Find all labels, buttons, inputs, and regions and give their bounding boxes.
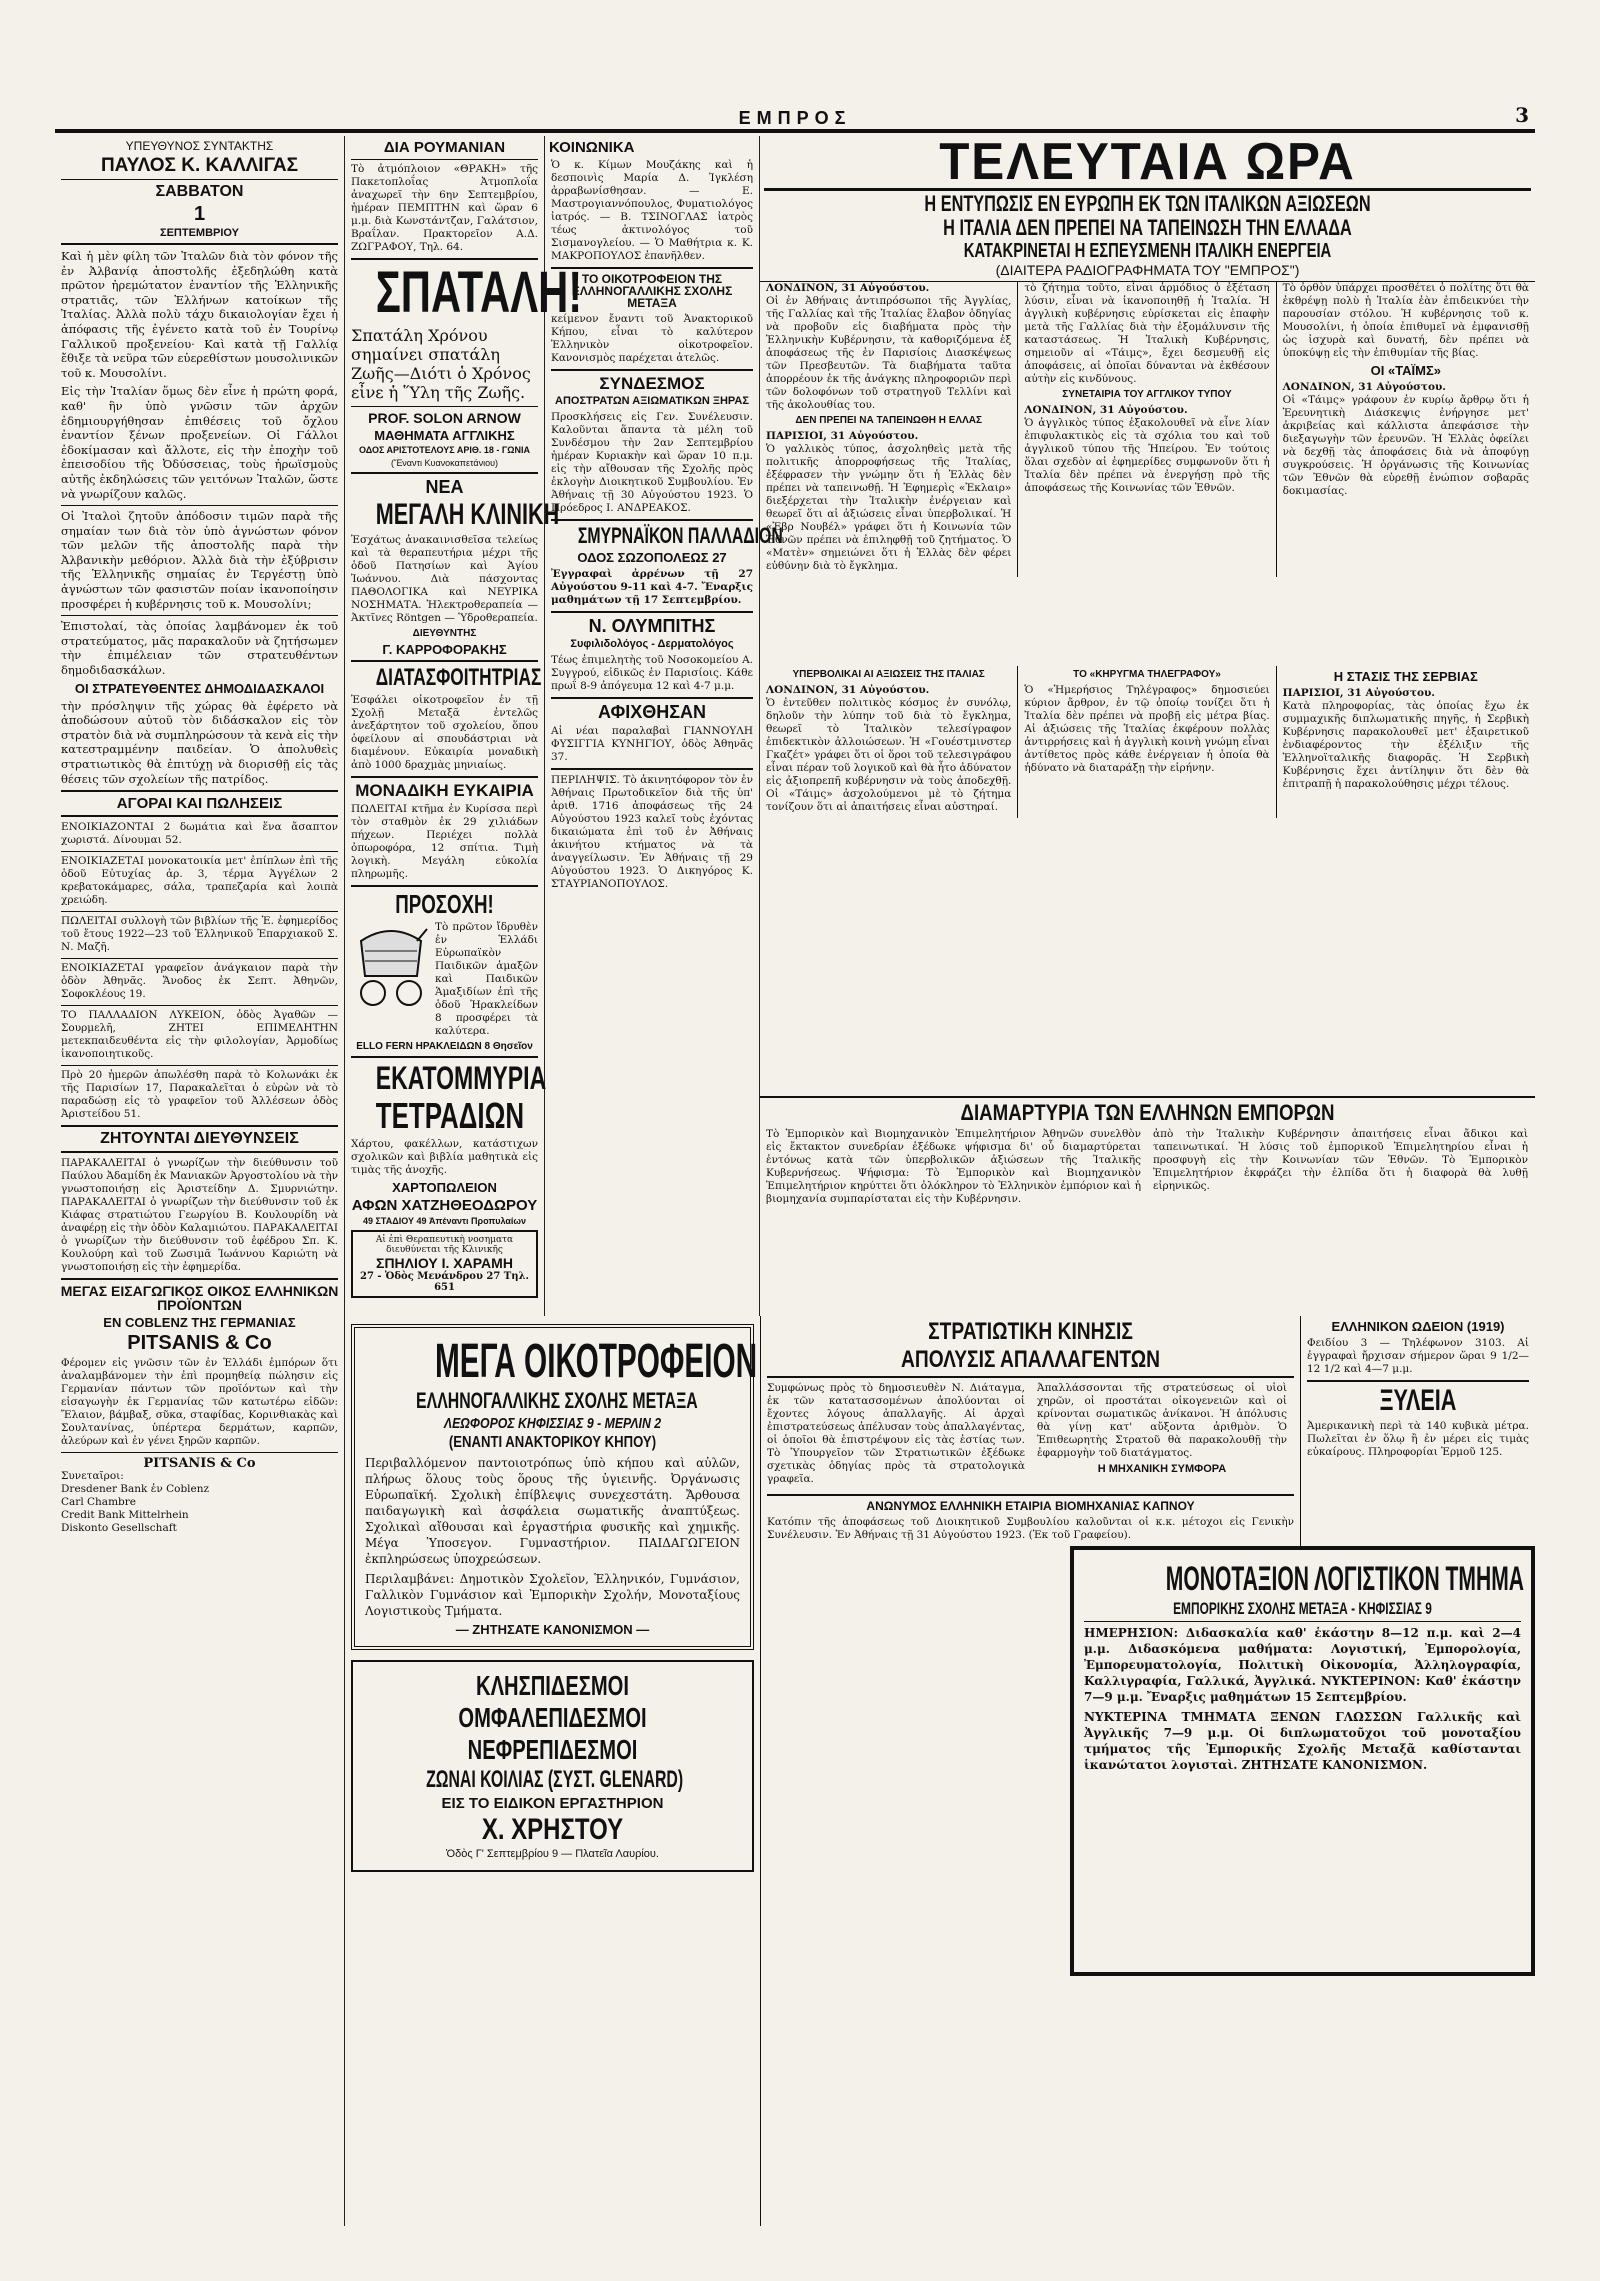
ad-title-text: ΣΜΥΡΝΑΪΚΟΝ ΠΑΛΛΑΔΙΟΝ	[577, 523, 783, 548]
editorial-text: Καὶ ἡ μὲν φίλη τῶν Ἰταλῶν διὰ τὸν φόνον τῆς ἐν Ἀλβανίᾳ ἀποστολῆς ἐξεδηλώθη κατὰ πρῶτον ἠρεμώτατον ἐναντίον τῆς Ἑλληνικῆς στρατιᾶς, τῶν Ἑλλήνων κατοίκων τῆς Ἰταλίας. Ἀλλὰ πολὺ τάχυ δικαιολογίαν ἔχει ἡ ἀπόφασις τῆς ἐγένετο κατὰ τοῦ ἐν Τουρίνῳ Γαλλικοῦ προξενείου· Καὶ κατὰ τῇ Γαλλίᾳ ἔθιξε τὰ νεῦρα τῶν εὐερεθίστων μουσολινικῶν τοῦ κ. Μουσολίνι.	[61, 249, 338, 380]
ad-line-text: ΖΩΝΑΙ ΚΟΙΛΙΑΣ (ΣΥΣΤ. GLENARD)	[426, 1766, 684, 1793]
ad-text: Αἱ νέαι παραλαβαὶ ΓΙΑΝΝΟΥΛΗ ΦΥΣΙΓΓΙΑ ΚΥΝΗΓΙΟΥ, ὁδὸς Ἀθηνᾶς 37.	[551, 725, 753, 763]
issue-month: ΣΕΠΤΕΜΒΡΙΟΥ	[159, 227, 240, 239]
section-heading	[764, 1102, 1531, 1124]
ad-address: 27 - Ὁδὸς Μενάνδρου 27 Τηλ. 651	[359, 1271, 530, 1293]
ad-text: Χάρτου, φακέλλων, κατάστιχων σχολικῶν καὶ βιβλία μαθητικὰ εἰς τιμὰς τῆς ἀνοχῆς.	[351, 1138, 538, 1176]
main-col-c	[1277, 282, 1535, 577]
main-middle	[760, 666, 1535, 1096]
ad-title: Ν. ΟΛΥΜΠΙΤΗΣ	[588, 616, 716, 636]
dateline: ΛΟΝΔΙΝΟΝ, 31 Αὐγούστου.	[1024, 404, 1188, 416]
ad-title-large	[363, 1335, 758, 1388]
section-heading: ΚΟΙΝΩΝΙΚΑ	[549, 139, 635, 156]
ad-text: Τέως ἐπιμελητὴς τοῦ Νοσοκομείου Α. Συγγρού, εἰδικῶς ἐν Παρισίοις. Κάθε πρωΐ 8-9 ἀπόγευμα 12 καὶ 4-7 μ.μ.	[551, 654, 753, 692]
notice-text: ΠΑΡΑΚΑΛΕΙΤΑΙ ὁ γνωρίζων τὴν διεύθυνσιν τοῦ Παύλου Ἀδαμίδη ἐκ Μανιακῶν Ἀργοστολίου νὰ τὴν γνωστοποιήσῃ εἰς Ἀριστείδην Δ. Σμυρνιώτην. ΠΑΡΑΚΑΛΕΙΤΑΙ ὁ γνωρίζων τὴν διεύθυνσιν τοῦ ἐκ Κιάφας στρατιώτου Γεωργίου Β. Κουλουρίδη νὰ ἀναφέρῃ εἰς τὴν ὁδὸν Καλαμιώτου. ΠΑΡΑΚΑΛΕΙΤΑΙ ὁ γνωρίζων τὴν διεύθυνσιν τοῦ ἐφέδρου Σπ. Κ. Κουλούρη καὶ τοῦ Ζωσιμᾶ Ἰωάννου Καριώτη νὰ γνωστοποιήσῃ εἰς τὴν ἐφημερίδα.	[61, 1157, 338, 1274]
ad-line-text: ΝΕΦΡΕΠΙΔΕΣΜΟΙ	[467, 1734, 638, 1765]
ad-title-text: ΜΕΓΑ ΟΙΚΟΤΡΟΦΕΙΟΝ	[435, 1335, 758, 1388]
ad-company: ΑΦΩΝ ΧΑΤΖΗΘΕΟΔΩΡΟΥ	[351, 1197, 538, 1214]
ad-title-large	[1082, 1562, 1523, 1596]
classified-ad: Πρὸ 20 ἡμερῶν ἀπωλέσθη παρὰ τὸ Κολωνάκι ἐκ τῆς Παρισίων 17, Παρακαλεῖται ὁ εὑρὼν νὰ τὸ παραδώσῃ εἰς τὸ γραφεῖον τοῦ Ἀλλέσεων ὁδὸς Ἀριστείδου 51.	[61, 1069, 338, 1121]
ad-line	[361, 1704, 744, 1732]
bottom-ad-block	[345, 1316, 760, 2226]
subheadline	[764, 193, 1531, 215]
classified-ad: ΠΩΛΕΙΤΑΙ συλλογὴ τῶν βιβλίων τῆς Ἑ. ἐφημερίδος τοῦ ἔτους 1922—23 τοῦ Ἑλληνικοῦ Ἐπαρχιακοῦ Σ. Ν. Μαζῆ.	[61, 915, 338, 954]
main-col-a	[760, 282, 1018, 577]
masthead-title: ΕΜΠΡΟΣ	[738, 108, 852, 128]
ad-subtitle	[363, 1390, 742, 1412]
ad-address-text: ΛΕΩΦΟΡΟΣ ΚΗΦΙΣΣΙΑΣ 9 - ΜΕΡΛΙΝ 2	[443, 1415, 662, 1432]
ad-title-large	[349, 1060, 547, 1096]
ad-subtitle: ΑΠΟΣΤΡΑΤΩΝ ΑΞΙΩΜΑΤΙΚΩΝ ΞΗΡΑΣ	[555, 395, 749, 407]
ad-company: ΣΠΗΛΙΟΥ Ι. ΧΑΡΑΜΗ	[376, 1255, 513, 1271]
section-heading: Η ΣΤΑΣΙΣ ΤΗΣ ΣΕΡΒΙΑΣ	[1333, 669, 1478, 684]
article-text: Κατὰ πληροφορίας, τὰς ὁποίας ἔχω ἐκ συμμαχικῆς διπλωματικῆς πηγῆς, ἡ Σερβικὴ Κυβέρνησις παρακολουθεῖ μετ' ἐξαιρετικοῦ ἐνδιαφέροντος τὴν ἐξέλιξιν τῆς Ἑλληνοϊταλικῆς διαφορᾶς. Ἡ Σερβικὴ Κυβέρνησις ἔχει ἀντίληψιν ὅτι δὲν θὰ ἐπιτραπῇ ἡ παρακολούθησις μέχρι τέλους.	[1282, 700, 1529, 790]
ad-title-large	[1305, 1386, 1531, 1416]
ad-title: ΤΟ ΟΙΚΟΤΡΟΦΕΙΟΝ ΤΗΣ ΕΛΛΗΝΟΓΑΛΛΙΚΗΣ ΣΧΟΛΗΣ ΜΕΤΑΞΑ	[571, 272, 733, 310]
ad-title-large	[549, 523, 783, 548]
editorial-text: Ἐπιστολαί, τὰς ὁποίας λαμβάνομεν ἐκ τοῦ στρατεύματος, μᾶς παρακαλοῦν νὰ ζητήσωμεν τὴν ἐπιμέλειαν τῶν στρατευθέντων δημοδιδασκάλων.	[61, 619, 338, 678]
section-heading: ΔΕΝ ΠΡΕΠΕΙ ΝΑ ΤΑΠΕΙΝΩΘΗ Η ΕΛΛΑΣ	[795, 415, 982, 426]
editorial-text: Οἱ Ἰταλοὶ ζητοῦν ἀπόδοσιν τιμῶν παρὰ τῆς σημαίαν των διὰ τὸν ὑπὸ ἀγνώστων φόνον τῶν μελῶν τῆς ἀποστολῆς παρὰ τὴν Ἀλβανικὴν μεθόριον. Ἀλλὰ διὰ τὴν ἐξύβρισιν τῆς Ἑλληνικῆς σημαίας ἐν Τεργέστῃ ὑπὸ ἀγνώστων τῶν φασιστῶν ποίαν ἱκανοποίησιν προσφέρει ἡ κυβέρνησις τοῦ κ. Μουσολίνι;	[61, 509, 338, 611]
ad-text: Ἐσφάλει οἰκοτροφεῖον ἐν τῇ Σχολῇ Μεταξᾶ ἐντελῶς ἀνεξάρτητον τοῦ σχολείου, ὅπου ὀφείλουν αἱ σπουδάστριαι νὰ διαμένουν. Εὐκαιρία μοναδικὴ ἀπὸ 1000 δραχμὰς μηνιαίως.	[351, 694, 538, 771]
classified-ad: ΕΝΟΙΚΙΑΖΟΝΤΑΙ 2 δωμάτια καὶ ἕνα ἄσαπτον χωριστά. Δίνουμαι 52.	[61, 821, 338, 847]
ad-address: ΟΔΟΣ ΣΩΖΟΠΟΛΕΩΣ 27	[577, 550, 727, 565]
boarding-school-ad	[351, 1324, 758, 1650]
ad-title-text: ΜΕΓΑΛΗ ΚΛΙΝΙΚΗ	[375, 498, 560, 531]
masthead	[55, 105, 1535, 133]
ad-subtitle-text: ΕΜΠΟΡΙΚΗΣ ΣΧΟΛΗΣ ΜΕΤΑΞΑ - ΚΗΦΙΣΣΙΑΣ 9	[1173, 1599, 1432, 1618]
ad-footer	[61, 1457, 338, 1535]
article-text: ἀπὸ τὴν Ἰταλικὴν Κυβέρνησιν ἀπαιτήσεις εἶναι ἄδικοι καὶ ταπεινωτικαί. Ἡ λύσις τοῦ ἐμπορικοῦ Ἐπιμελητηρίου εἶναι ἡ προσφυγὴ εἰς τὴν Κοινωνίαν τῶν Ἐθνῶν. Τὸ Ἐμπορικὸν Ἐπιμελητήριον ἐκφράζει τὴν ἐλπίδα ὅτι ἡ διαφορὰ θὰ λυθῇ εἰρηνικῶς.	[1153, 1128, 1528, 1192]
subheadline-text: Η ΕΝΤΥΠΩΣΙΣ ΕΝ ΕΥΡΩΠΗ ΕΚ ΤΩΝ ΙΤΑΛΙΚΩΝ ΑΞΙΩΣΕΩΝ	[924, 191, 1371, 216]
responsible-label: ΥΠΕΥΘΥΝΟΣ ΣΥΝΤΑΚΤΗΣ	[125, 139, 274, 153]
ad-title-large	[349, 260, 583, 325]
editorial-text: Εἰς τὴν Ἰταλίαν ὅμως δὲν εἶνε ἡ πρώτη φορά, καθ' ἣν ὑπὸ γνῶσιν τῶν ἀρχῶν ἐδημιουργήθησαν ἐπιθέσεις τοῦ ὄχλου ἐναντίον ξένων προξενείων. Οἱ Γάλλοι ἐδοκίμασαν καὶ ἄλλοτε, εἰς τὴν ἐποχὴν τοῦ ἐπεισοδίου τῆς Ὀδύσσειας, τοὺς ἠρωϊσμοὺς αὐτῆς ἐκδηλώσεις τῶν γειτόνων Ἰταλῶν, ὥστε νὰ γνωρίζουν καλῶς.	[61, 384, 338, 501]
ad-subtitle: ΜΑΘΗΜΑΤΑ ΑΓΓΛΙΚΗΣ	[374, 428, 515, 443]
article-text: Τὸ ὀρθὸν ὑπάρχει προσθέτει ὁ πολίτης ὅτι θὰ ἐκθρέψῃ πολὺ ἡ Ἰταλία ἐὰν ἐπιδεικνύει τὴν παρουσίαν στόλου. Ἡ κυβέρνησις τοῦ κ. Μουσολίνι, ἡ ὁποία ἐπιθυμεῖ νὰ ἐμφανισθῇ ὡς ἰσχυρὰ καὶ δυνατή, δὲν πρέπει νὰ ὑποκύψῃ εἰς τὴν ἐπιθυμίαν τῆς βίας.	[1282, 282, 1529, 359]
dateline: ΛΟΝΔΙΝΟΝ, 31 Αὐγούστου.	[1282, 381, 1446, 393]
ad-footer-label: Συνεταῖροι:	[61, 1470, 124, 1483]
classified-ad: ΕΝΟΙΚΙΑΖΕΤΑΙ μονοκατοικία μετ' ἐπίπλων ἐπὶ τῆς ὁδοῦ Εὐτυχίας ἀρ. 3, τέρμα Ἀγγέλων 2 κρεβατοκάμαρες, σάλα, τραπεζαρία καὶ λοιπὰ χρειώδη.	[61, 855, 338, 907]
subheadline	[764, 241, 1531, 261]
ad-address: ELLO FERN ΗΡΑΚΛΕΙΔΩΝ 8 Θησεῖον	[356, 1041, 533, 1052]
pram-icon	[351, 921, 431, 1011]
protest-article	[760, 1096, 1535, 1316]
ad-title: ΜΟΝΑΔΙΚΗ ΕΥΚΑΙΡΙΑ	[355, 781, 534, 800]
ad-company-text: Χ. ΧΡΗΣΤΟΥ	[481, 1813, 624, 1846]
section-heading: ΣΥΝΕΤΑΙΡΙΑ ΤΟΥ ΑΓΓΛΙΚΟΥ ΤΥΠΟΥ	[1062, 389, 1232, 400]
editor-name: ΠΑΥΛΟΣ Κ. ΚΑΛΛΙΓΑΣ	[100, 155, 299, 176]
issue-day: ΣΑΒΒΑΤΟΝ	[155, 183, 244, 200]
headline	[764, 133, 1531, 191]
ad-text: Σπατάλη Χρόνου σημαίνει σπατάλη Ζωῆς—Διότι ὁ Χρόνος εἶνε ἡ Ὕλη τῆς Ζωῆς.	[351, 326, 531, 402]
ad-address-text: (ΕΝΑΝΤΙ ΑΝΑΚΤΟΡΙΚΟΥ ΚΗΠΟΥ)	[448, 1434, 657, 1451]
article-text: Οἱ ἐν Ἀθήναις ἀντιπρόσωποι τῆς Ἀγγλίας, τῆς Γαλλίας καὶ τῆς Ἰταλίας ἔλαβον ὁδηγίας νὰ προβοῦν εἰς διαβήματα πρὸς τὴν Ἑλληνικὴν Κυβέρνησιν, τὰ καθοριζόμενα ἐξ ἀποφάσεως τῆς ἐν Παρισίοις Διασκέψεως τῶν Πρεσβευτῶν. Τὰ διαβήματα ταῦτα ἀπορρέουν ἐκ τῆς ἀνάγκης πληροφοριῶν περὶ τῶν δολοφόνων τοῦ στρατηγοῦ Τελλίνι καὶ τῆς ἀκολουθίας του.	[766, 295, 1012, 411]
ad-subtitle	[1082, 1600, 1523, 1617]
main-story	[760, 133, 1535, 666]
ad-address: ΟΔΟΣ ΑΡΙΣΤΟΤΕΛΟΥΣ ΑΡΙΘ. 18 - ΓΩΝΙΑ	[358, 445, 530, 455]
notice-text: Κατόπιν τῆς ἀποφάσεως τοῦ Διοικητικοῦ Συμβουλίου καλοῦνται οἱ κ.κ. μέτοχοι εἰς Γενικὴν Συνέλευσιν. Ἐν Ἀθήναις τῇ 31 Αὐγούστου 1923. (Ἐκ τοῦ Γραφείου).	[767, 1516, 1294, 1541]
bank-name: Credit Bank Mittelrhein	[61, 1509, 189, 1522]
article-text: Συμφώνως πρὸς τὸ δημοσιευθὲν Ν. Διάταγμα, ἐκ τῶν κατατασσομένων ἀπολύονται οἱ ἔχοντες λόγους ἀπαλλαγῆς. Αἱ ἀρχαὶ ἐπιστρατεύσεως ἀπέλυσαν τοὺς ἀπαλλαγέντας, οἱ ὁποῖοι θὰ ἐπιστρέψουν εἰς τὰς ἑστίας των. Τὸ Ὑπουργεῖον τῶν Στρατιωτικῶν ἐξέδωκε σχετικὰς ὁδηγίας πρὸς τὰ στρατολογικὰ γραφεῖα.	[767, 1382, 1025, 1485]
headline-text: ΤΕΛΕΥΤΑΙΑ ΩΡΑ	[939, 133, 1356, 191]
accounting-school-ad	[1070, 1546, 1535, 1976]
subheadline-text: Η ΙΤΑΛΙΑ ΔΕΝ ΠΡΕΠΕΙ ΝΑ ΤΑΠΕΙΝΩΣΗ ΤΗΝ ΕΛΛΑΔΑ	[943, 215, 1352, 240]
ad-subtitle: ΧΑΡΤΟΠΩΛΕΙΟΝ	[392, 1180, 497, 1195]
subheadline-text: ΚΑΤΑΚΡΙΝΕΤΑΙ Η ΕΣΠΕΥΣΜΕΝΗ ΙΤΑΛΙΚΗ ΕΝΕΡΓΕΙΑ	[963, 240, 1332, 262]
social-text: Ὁ κ. Κίμων Μουζάκης καὶ ἡ δεσποινὶς Μαρία Δ. Ἰγκλέση ἀρραβωνίσθησαν. — Ε. Μαστρογιαννόπουλος, Φυματιολόγος ἰατρός. — Β. ΤΣΙΝΟΓΛΑΣ ἰατρὸς τέως ἀκτινολόγος τοῦ Σισμανογλείου. — Ὁ Μαθήτρια κ. Κ. ΜΑΚΡΟΠΟΥΛΟΣ ἐπανῆλθεν.	[551, 159, 753, 262]
ad-director-label: ΔΙΕΥΘΥΝΤΗΣ	[412, 628, 477, 639]
column-1	[55, 136, 345, 2226]
article-text: Ὁ ἐντεῦθεν πολιτικὸς κόσμος ἐν συνόλῳ, δηλοῦν τὴν λύπην τοῦ διὰ τὸ ἔγκλημα, θεωρεῖ τὸ Ἰταλικὸν τελεσίγραφον ἐπιδεκτικὸν ἀλλοιώσεων. Ἡ «Γουέστμινστερ Γκαζέτ» γράφει ὅτι οἱ ὅροι τοῦ τελεσιγράφου εἶναι πέραν τοῦ λογικοῦ καὶ θὰ ἦτο ἀδύνατον εἰς ἀξιοπρεπῆ κυβέρνησιν νὰ τοὺς ἀποδεχθῇ. Οἱ «Τάιμς» ἀσχολούμενοι μὲ τὸ ζήτημα τονίζουν ὅτι αἱ ἀπαιτήσεις εἶναι αὐστηραί.	[766, 697, 1012, 813]
ad-text: Περιβαλλόμενον παντοιοτρόπως ὑπὸ κήπου καὶ αὐλῶν, πλήρως ὅλους τοὺς ὅρους τῆς ὑγιεινῆς. Ὀργάνωσις Εὐρωπαϊκή. Σχολικὴ ἐπίβλεψις συνεχεστάτη. Ἄρθουσα παιδαγωγικὴ καὶ ἀσφάλεια σωματικῆς ἀναπτύξεως. Σχολικαὶ αἴθουσαι καὶ ἐργαστήρια φυσικῆς καὶ χημικῆς. Μέγα Ὑποσεγον. Γυμναστήριον. ΠΑΙΔΑΓΩΓΕΙΟΝ ἐκπληρώσεως ὑποχρεώσεων.	[365, 1456, 740, 1566]
section-subheading	[765, 1348, 1296, 1372]
ad-text: Περιλαμβάνει: Δημοτικὸν Σχολεῖον, Ἑλληνικόν, Γυμνάσιον, Γαλλικὸν Γυμνάσιον καὶ Ἐμπορικὴν Σχολήν, Μονοταξίους Λογιστικοὺς Τμήματα.	[365, 1572, 740, 1618]
ad-address	[363, 1416, 742, 1431]
ad-text: Φειδίου 3 — Τηλέφωνον 3103. Αἱ ἐγγραφαὶ ἤρχισαν σήμερον ὥραι 9 1/2—12 1/2 καὶ 4—7 μ.μ.	[1307, 1337, 1529, 1375]
article-text: Ἀπαλλάσσονται τῆς στρατεύσεως οἱ υἱοὶ χηρῶν, οἱ προστάται οἰκογενειῶν καὶ οἱ κρίνονται σωματικῶς ἀνίκανοι. Ἡ ἀπόλυσις θὰ γίνῃ κατ' αὔξοντα ἀριθμὸν. Ὁ Ἐπιθεωρητὴς Στρατοῦ θὰ παρακολουθῇ τὴν ἐφαρμογὴν τοῦ διατάγματος.	[1037, 1382, 1287, 1459]
ad-company: PITSANIS & Co	[127, 1332, 272, 1355]
ad-text: ΠΩΛΕΙΤΑΙ κτῆμα ἐν Κυρίσσα περὶ τὸν σταθμὸν ἐκ 29 χιλιάδων πήχεων. Περιέχει πολλὰ ὀπωροφόρα, 12 σπίτια. Τιμὴ λογικὴ. Μεγάλη εὐκολία πληρωμῆς.	[351, 803, 538, 880]
section-heading: ΤΟ «ΚΗΡΥΓΜΑ ΤΗΛΕΓΡΑΦΟΥ»	[1073, 669, 1221, 680]
ad-title: ΔΙΑ ΡΟΥΜΑΝΙΑΝ	[383, 139, 506, 156]
dateline: ΠΑΡΙΣΙΟΙ, 31 Αὐγούστου.	[766, 430, 919, 442]
ad-text: Ἐγγραφαὶ ἀρρένων τῇ 27 Αὐγούστου 9-11 καὶ 4-7. Ἔναρξις μαθημάτων τῇ 17 Σεπτεμβρίου.	[551, 568, 753, 606]
ad-line-text: ΟΜΦΑΛΕΠΙΔΕΣΜΟΙ	[458, 1702, 647, 1733]
section-subheading-text: ΑΠΟΛΥΣΙΣ ΑΠΑΛΛΑΓΕΝΤΩΝ	[901, 1346, 1160, 1373]
section-heading: ΟΙ ΣΤΡΑΤΕΥΘΕΝΤΕΣ ΔΗΜΟΔΙΔΑΣΚΑΛΟΙ	[74, 680, 325, 696]
ad-text: Φέρομεν εἰς γνῶσιν τῶν ἐν Ἑλλάδι ἐμπόρων ὅτι ἀναλαμβάνομεν τὴν ἐπὶ προμηθείᾳ πώλησιν εἰς Γερμανίαν πάντων τῶν προϊόντων καὶ τὴν εἰσαγωγὴν ἐκ Γερμανίας τῶν κατωτέρω εἰδῶν: Ἔλαιον, βάμβαξ, σῦκα, σταφίδας, Κορινθιακὰς καὶ Σουλτανίνας, ὑπέρτερα δερμάτων, καρπῶν, ἀλεύρων καὶ ἐν γένει ξηρῶν καρπῶν.	[61, 1357, 338, 1448]
subheadline-note: (ΔΙΑΙΤΕΡΑ ΡΑΔΙΟΓΡΑΦΗΜΑΤΑ ΤΟΥ "ΕΜΠΡΟΣ")	[995, 262, 1300, 278]
ad-cta: — ΖΗΤΗΣΑΤΕ ΚΑΝΟΝΙΣΜΟΝ —	[455, 1622, 650, 1637]
main-col-b	[1018, 282, 1276, 577]
ad-subtitle: Συφιλιδολόγος - Δερματολόγος	[570, 638, 734, 650]
ad-company	[361, 1815, 744, 1845]
bottom-right-ads	[1300, 1316, 1535, 1546]
ad-title: ΝΕΑ	[425, 477, 464, 497]
ad-title-text: ΜΟΝΟΤΑΞΙΟΝ ΛΟΓΙΣΤΙΚΟΝ ΤΜΗΜΑ	[1165, 1560, 1525, 1598]
page-number: 3	[1515, 103, 1529, 127]
ad-subtitle-text: ΕΛΛΗΝΟΓΑΛΛΙΚΗΣ ΣΧΟΛΗΣ ΜΕΤΑΞΑ	[416, 1388, 698, 1413]
bandage-ad	[351, 1660, 754, 1872]
section-heading: ΥΠΕΡΒΟΛΙΚΑΙ ΑΙ ΑΞΙΩΣΕΙΣ ΤΗΣ ΙΤΑΛΙΑΣ	[792, 669, 985, 680]
ad-title-text: ΕΚΑΤΟΜΜΥΡΙΑ	[375, 1060, 547, 1096]
ad-title: ΕΛΛΗΝΙΚΟΝ ΩΔΕΙΟΝ (1919)	[1331, 1319, 1505, 1334]
ad-line-text: ΚΛΗΣΠΙΔΕΣΜΟΙ	[476, 1670, 629, 1701]
ad-title: ΑΦΙΧΘΗΣΑΝ	[597, 702, 707, 722]
ad-title-text: ΔΙΑΤΑΣΦΟΙΤΗΤΡΙΑΣ	[375, 664, 542, 691]
main-col-a2	[760, 666, 1018, 818]
ad-director: Γ. ΚΑΡΡΟΦΟΡΑΚΗΣ	[382, 642, 507, 657]
ad-title: ΣΥΝΔΕΣΜΟΣ	[599, 374, 705, 393]
military-columns	[761, 1382, 1300, 1490]
legal-notice: ΠΕΡΙΛΗΨΙΣ. Τὸ ἀκινητόφορον τὸν ἐν Ἀθήναις Πρωτοδικεῖον διὰ τῆς ὑπ' ἀριθ. 1716 ἀποφάσεως τῆς 24 Αὐγούστου 1923 καλεῖ τοὺς ἐχόντας δικαιώματα ἐπὶ τοῦ ἐν Ἀθήναις ἀκινήτου κτήματος νὰ τὰ ἀναγγείλωσιν. Ἐν Ἀθήναις τῇ 29 Αὐγούστου 1923. Ὁ Δικηγόρος Κ. ΣΤΑΥΡΙΑΝΟΠΟΥΛΟΣ.	[551, 774, 753, 890]
ad-text: Τὸ πρῶτον ἴδρυθὲν ἐν Ἑλλάδι Εὐρωπαϊκὸν Παιδικῶν ἁμαξῶν καὶ Παιδικῶν Ἁμαξιδίων ἐπὶ τῆς ὁδοῦ Ἡρακλείδων 8 προσφέρει τὰ καλύτερα.	[435, 921, 538, 1037]
ad-text: κείμενον ἔναντι τοῦ Ἀνακτορικοῦ Κήπου, εἶναι τὸ καλύτερον Ἑλληνικὸν οἰκοτροφεῖον. Κανονισμὸς παρέχεται ἀτελῶς.	[551, 313, 753, 364]
bank-name: Diskonto Gesellschaft	[61, 1522, 177, 1535]
section-heading-text: ΣΤΡΑΤΙΩΤΙΚΗ ΚΙΝΗΣΙΣ	[928, 1318, 1133, 1345]
ad-title-text: ΤΕΤΡΑΔΙΩΝ	[375, 1095, 525, 1136]
ad-address	[363, 1435, 742, 1451]
column-2	[345, 136, 583, 1316]
section-heading-text: ΔΙΑΜΑΡΤΥΡΙΑ ΤΩΝ ΕΛΛΗΝΩΝ ΕΜΠΟΡΩΝ	[960, 1100, 1335, 1125]
protest-columns	[760, 1128, 1535, 1210]
ad-address: Ὁδὸς Γ' Σεπτεμβρίου 9 — Πλατεῖα Λαυρίου.	[446, 1848, 659, 1860]
section-heading: Η ΜΗΧΑΝΙΚΗ ΣΥΜΦΟΡΑ	[1097, 1463, 1227, 1475]
ad-title-text: ΞΥΛΕΙΑ	[1379, 1384, 1457, 1417]
pram-ad	[351, 921, 538, 1038]
ad-title: ΑΝΩΝΥΜΟΣ ΕΛΛΗΝΙΚΗ ΕΤΑΙΡΙΑ ΒΙΟΜΗΧΑΝΙΑΣ ΚΑΠΝΟΥ	[866, 1499, 1195, 1513]
subheadline	[764, 217, 1531, 239]
article-text: Ὁ «Ἡμερήσιος Τηλέγραφος» δημοσιεύει κύριον ἄρθρον, ἐν τῷ ὁποίῳ τονίζει ὅτι ἡ Ἰταλία δὲν πρέπει νὰ προβῇ εἰς μέτρα βίας. Αἱ ἀξιώσεις τῆς Ἰταλίας ἐκφέρουν πολλὰς ἀντιρρήσεις καὶ ἡ ἀγγλικὴ κοινὴ γνώμη εἶναι ἀντίθετος πρὸς κάθε ἐνέργειαν ἡ ὁποία θὰ ἠδύνατο νὰ διαταράξῃ τὴν εἰρήνην.	[1024, 684, 1270, 774]
main-columns	[760, 281, 1535, 577]
ad-text: Ἀμερικανικὴ περὶ τὰ 140 κυβικὰ μέτρα. Πωλεῖται ἐν ὅλῳ ἢ ἐν μέρει εἰς τιμὰς εὐκαίρους. Πληροφορίαι Ἑρμοῦ 125.	[1307, 1420, 1529, 1458]
ad-text: Τὸ ἀτμόπλοιον «ΘΡΑΚΗ» τῆς Πακετοπλοΐας Ἀτμοπλοΐα ἀναχωρεῖ τὴν 6ην Σεπτεμβρίου, ἡμέραν ΠΕΜΠΤΗΝ καὶ ὥραν 6 μ.μ. διὰ Κωνστάντζαν, Γαλάτσιον, Βραΐλαν. Πρακτορεῖον Α.Δ. ΖΩΓΡΑΦΟΥ, Τηλ. 64.	[351, 163, 538, 253]
dateline: ΛΟΝΔΙΝΟΝ, 31 Αὐγούστου.	[766, 684, 930, 696]
military-col-b	[1031, 1382, 1293, 1490]
ad-title-large	[349, 666, 540, 690]
article-text: τὸ ζήτημα τοῦτο, εἶναι ἀρμόδιος ὁ ἐξέταση λύσιν, εἶναι νὰ ἱκανοποιηθῇ ἡ Ἰταλία. Ἡ ἀγγλικὴ κυβέρνησις εὑρίσκεται εἰς ἐπαφὴν μετὰ τῆς Γαλλίας διὰ τὴν ἐξομάλυνσιν τῆς καταστάσεως. Ἡ Ἰταλικὴ Κυβέρνησις, σημειοῦν αἱ «Τάιμς», ἔχει δεσμευθῇ εἰς ἀποφάσεις, αἱ ὁποῖαι δύνανται νὰ ἐκθέσουν αὐτὴν εἰς κινδύνους.	[1024, 282, 1270, 385]
ad-line	[361, 1768, 744, 1792]
ad-address: (Ἔναντι Κυανοκαπετάνιου)	[390, 458, 499, 468]
ad-address: 49 ΣΤΑΔΙΟΥ 49 Ἀπέναντι Προπυλαίων	[363, 1216, 526, 1226]
dateline: ΛΟΝΔΙΝΟΝ, 31 Αὐγούστου.	[766, 282, 930, 294]
ad-title-text: ΠΡΟΣΟΧΗ!	[395, 889, 494, 919]
classified-ad: ΤΟ ΠΑΛΛΑΔΙΟΝ ΛΥΚΕΙΟΝ, ὁδὸς Ἀγαθῶν — Σουρμελῆ, ΖΗΤΕΙ ΕΠΙΜΕΛΗΤΗΝ μετεκπαιδευθέντα εἰς τὴν φιλολογίαν, Ἀρμοδίως ἱκανοποιητικοῦς.	[61, 1009, 338, 1061]
article-text: Ὁ γαλλικὸς τύπος, ἀσχοληθεὶς μετὰ τῆς πολιτικῆς ἀπορροφήσεως τῆς Ἰταλίας, ἐξέφρασεν τὴν γνώμην ὅτι ἡ Ἑλλὰς δὲν πρέπει νὰ ταπεινωθῇ. Ἡ Ἐφημερὶς «Ἐκλαιρ» διεξέρχεται τὴν Ἰταλικὴν ἐνέργειαν καὶ θεωρεῖ ὅτι αἱ ἀξιώσεις εἶναι ὑπερβολικαί. Ἡ «Ἐβρ Νουβέλ» γράφει ὅτι ἡ Κοινωνία τῶν Ἐθνῶν πρέπει νὰ ἐπιληφθῇ τοῦ ζητήματος. Ὁ «Ματὲν» σημειώνει ὅτι ἡ Ἑλλὰς δὲν φέρει εὐθύνην διὰ τὸ ἔγκλημα.	[766, 443, 1012, 572]
ad-title-large	[349, 498, 560, 531]
ad-text: ΗΜΕΡΗΣΙΟΝ: Διδασκαλία καθ' ἑκάστην 8—12 π.μ. καὶ 2—4 μ.μ. Διδασκόμενα μαθήματα: Λογιστική, Ἐμπορολογία, Ἐμπορευματολογία, Πολιτικὴ Οἰκονομία, Ἀλληλογραφία, Καλλιγραφία, Γαλλικά, Ἀγγλικά. ΝΥΚΤΕΡΙΝΟΝ: Καθ' ἑκάστην 7—9 μ.μ. Ἔναρξις μαθημάτων 15 Σεπτεμβρίου.	[1084, 1626, 1521, 1704]
ad-title-large	[349, 1095, 540, 1136]
classified-ad: ΕΝΟΙΚΙΑΖΕΤΑΙ γραφεῖον ἀνάγκαιον παρὰ τὴν ὁδὸν Ἀθηνᾶς. Ἄνοδος ἐκ Σεπτ. Ἀθηνῶν, Σοφοκλέους 19.	[61, 962, 338, 1001]
dateline: ΠΑΡΙΣΙΟΙ, 31 Αὐγούστου.	[1282, 687, 1435, 699]
column-3	[545, 136, 783, 1316]
main-col-b2	[1018, 666, 1276, 818]
bank-name: Dresdener Bank ἐν Coblenz	[61, 1483, 210, 1496]
ad-text: ΝΥΚΤΕΡΙΝΑ ΤΜΗΜΑΤΑ ΞΕΝΩΝ ΓΛΩΣΣΩΝ Γαλλικῆς καὶ Ἀγγλικῆς 7—9 μ.μ. Οἱ διπλωματοῦχοι τοῦ μονοταξίου τμήματος τῆς Ἐμπορικῆς Σχολῆς Μεταξᾶ καθίστανται ἱκανώτατοι λογισταὶ. ΖΗΤΗΣΑΤΕ ΚΑΝΟΝΙΣΜΟΝ.	[1084, 1710, 1521, 1772]
ad-line	[361, 1736, 744, 1764]
article-text: Τὸ Ἐμπορικὸν καὶ Βιομηχανικὸν Ἐπιμελητήριον Ἀθηνῶν συνελθὸν εἰς ἔκτακτον συνεδρίαν ἐξέδωκε ψήφισμα δι' οὗ διαμαρτύρεται ἐντόνως κατὰ τῶν ὑπερβολικῶν ἀξιώσεων τῆς Ἰταλικῆς Κυβερνήσεως. Ψήφισμα: Τὸ Ἐμπορικὸν καὶ Βιομηχανικὸν Ἐπιμελητήριον κηρύττει ὅτι ὁλόκληρον τὸ Ἑλληνικὸν ἐμπόριον καὶ ἡ βιομηχανία συμπαρίσταται εἰς τὴν Κυβέρνησιν.	[766, 1128, 1141, 1205]
ad-line: ΕΙΣ ΤΟ ΕΙΔΙΚΟΝ ΕΡΓΑΣΤΗΡΙΟΝ	[441, 1795, 664, 1812]
ad-subtitle: Αἱ ἐπὶ Θεραπευτικὴ νοσηματα διευθύνεται τῆς Κλινικῆς	[375, 1235, 514, 1255]
issue-date: 1	[193, 203, 206, 225]
ad-box	[351, 1230, 538, 1298]
ad-line	[361, 1672, 744, 1700]
ad-footer-name: PITSANIS & Co	[143, 1456, 256, 1472]
ad-title-text: ΣΠΑΤΑΛΗ!	[375, 260, 583, 325]
section-heading: ΑΓΟΡΑΙ ΚΑΙ ΠΩΛΗΣΕΙΣ	[116, 795, 283, 813]
ad-title-large	[349, 891, 540, 917]
ad-subtitle: ΕΝ COBLENZ ΤΗΣ ΓΕΡΜΑΝΙΑΣ	[103, 1315, 296, 1331]
ad-title: ΜΕΓΑΣ ΕΙΣΑΓΩΓΙΚΟΣ ΟΙΚΟΣ ΕΛΛΗΝΙΚΩΝ ΠΡΟΪΟΝΤΩΝ	[60, 1283, 339, 1314]
notice-text: Προσκλήσεις εἰς Γεν. Συνέλευσιν. Καλοῦνται ἅπαντα τὰ μέλη τοῦ Συνδέσμου τὴν 2αν Σεπτεμβρίου ἡμέραν Κυριακὴν καὶ ὥραν 10 π.μ. εἰς τὴν αἴθουσαν τῆς Σχολῆς πρὸς ἐκλογὴν Διοικητικοῦ Συμβουλίου. Ἐν Ἀθήναις τῇ 30 Αὐγούστου 1923. Ὁ Πρόεδρος Ι. ΑΝΔΡΕΑΚΟΣ.	[551, 411, 753, 514]
main-mid-columns	[760, 666, 1535, 818]
section-heading: ΖΗΤΟΥΝΤΑΙ ΔΙΕΥΘΥΝΣΕΙΣ	[100, 1130, 299, 1148]
bank-name: Carl Chambre	[61, 1496, 136, 1509]
section-heading: ΟΙ «ΤΑΪΜΣ»	[1370, 363, 1442, 378]
ad-text: Ἐσχάτως ἀνακαινισθεῖσα τελείως καὶ τὰ θεραπευτήρια μέχρι τῆς ὁδοῦ Πατησίων καὶ Ἀγίου Ἰωάννου. Διὰ πάσχοντας ΠΑΘΟΛΟΓΙΚΑ καὶ ΝΕΥΡΙΚΑ ΝΟΣΗΜΑΤΑ. Ἠλεκτροθεραπεία — Ἀκτῖνες Röntgen — Ὑδροθεραπεία.	[351, 534, 538, 624]
editorial-text: τὴν πρόσληψιν τῆς χώρας θὰ ἐφέρετο νὰ ἀποδώσουν αὐτοῦ τὸν διδάσκαλον εἰς τὸν στρατὸν διὰ νὰ συμπληρώσουν τὰ κενὰ εἰς τὴν κατεστραμμένην παιδείαν. Ὁ ἀπολυθεὶς στρατιωτικὸς θὰ ἐπιτύχῃ νὰ διορισθῇ εἰς τὰς θέσεις τῶν σχολείων τῆς πατρίδος.	[61, 698, 338, 786]
section-heading	[765, 1320, 1296, 1344]
article-text: Οἱ «Τάιμς» γράφουν ἐν κυρίῳ ἄρθρῳ ὅτι ἡ Ἐρευνητικὴ Διάσκεψις ἐνήργησε μετ' ἀκριβείας καὶ κάλλιστα ἀπεφάσισε τὴν διεξαγωγὴν τῶν ἐρευνῶν. Ἡ Ἑλλὰς ὀφείλει νὰ δεχθῇ τὰς ἀποφάσεις διὰ νὰ ἀποφύγῃ συγκρούσεις. Ἡ ὀργάνωσις τῆς Κοινωνίας τῶν Ἐθνῶν θὰ εὑρεθῇ ἐνώπιον σοβαρᾶς δοκιμασίας.	[1282, 394, 1529, 497]
article-text: Ὁ ἀγγλικὸς τύπος ἐξακολουθεῖ νὰ εἶνε λίαν ἐπιφυλακτικὸς εἰς τὰ σχόλια του καὶ τοῦ ἀγγλικοῦ τύπου τῆς Ἠπείρου. Ἐν τούτοις ὅλαι σχεδὸν αἱ ἐφημερίδες συμφωνοῦν ὅτι ἡ Ἰταλία δὲν πρέπει νὰ ἐνεργήσῃ πρὸ τῆς ἀποφάσεως τῆς Κοινωνίας τῶν Ἐθνῶν.	[1024, 417, 1270, 494]
main-col-c2	[1277, 666, 1535, 818]
ad-title: PROF. SOLON ARNOW	[368, 410, 521, 426]
